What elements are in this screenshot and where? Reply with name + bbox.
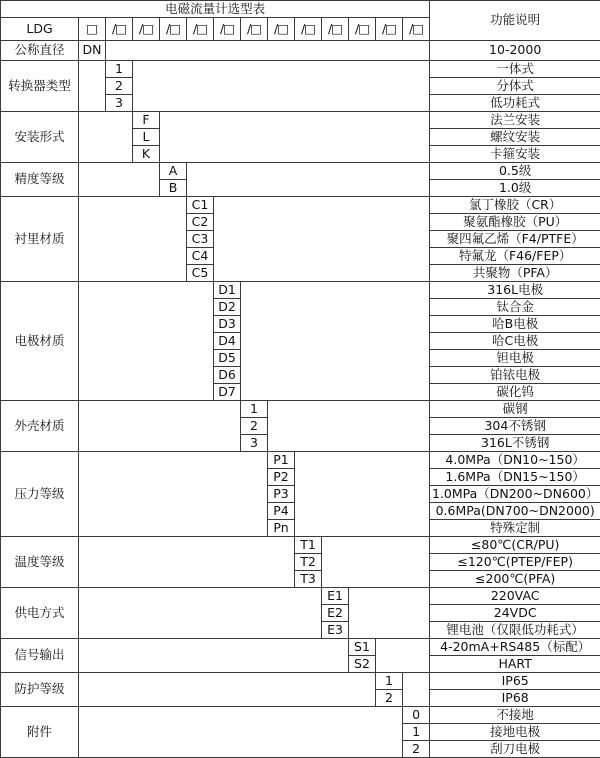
- blank-cell: [79, 61, 106, 112]
- table-row: [1, 197, 600, 214]
- table-row: [1, 282, 600, 299]
- group-name-converter-type: 转换器类型: [1, 61, 79, 112]
- table-row: [1, 707, 600, 724]
- table-row: [1, 537, 600, 554]
- code-cell: P1: [268, 452, 295, 469]
- desc-cell: 0.6MPa(DN700~DN2000): [430, 503, 600, 520]
- blank-cell: [241, 282, 430, 401]
- desc-cell: 一体式: [430, 61, 600, 78]
- table-row: [1, 112, 600, 129]
- desc-cell: 聚氨酯橡胶（PU）: [430, 214, 600, 231]
- blank-cell: [79, 452, 268, 537]
- code-cell: L: [133, 129, 160, 146]
- desc-cell: 1.0MPa（DN200~DN600）: [430, 486, 600, 503]
- desc-cell: 220VAC: [430, 588, 600, 605]
- desc-cell: 卡箍安装: [430, 146, 600, 163]
- model-prefix-label: LDG: [1, 18, 79, 41]
- blank-cell: [160, 112, 430, 163]
- desc-cell: 304不锈钢: [430, 418, 600, 435]
- desc-cell: 不接地: [430, 707, 600, 724]
- code-cell: T2: [295, 554, 322, 571]
- group-name-accuracy: 精度等级: [1, 163, 79, 197]
- blank-cell: [79, 707, 403, 758]
- desc-cell: 316L不锈钢: [430, 435, 600, 452]
- blank-cell: [322, 537, 430, 588]
- desc-cell: 共聚物（PFA）: [430, 265, 600, 282]
- code-cell: 3: [241, 435, 268, 452]
- code-cell: Pn: [268, 520, 295, 537]
- code-cell: E1: [322, 588, 349, 605]
- code-cell: C3: [187, 231, 214, 248]
- group-name-installation: 安装形式: [1, 112, 79, 163]
- blank-cell: [79, 112, 133, 163]
- code-cell: S1: [349, 639, 376, 656]
- desc-cell: 钛合金: [430, 299, 600, 316]
- code-cell: 1: [241, 401, 268, 418]
- group-name-signal-output: 信号输出: [1, 639, 79, 673]
- desc-cell: 锂电池（仅限低功耗式）: [430, 622, 600, 639]
- blank-cell: [79, 163, 160, 197]
- desc-cell: 0.5级: [430, 163, 600, 180]
- diameter-code: DN: [79, 41, 106, 61]
- group-name-accessories: 附件: [1, 707, 79, 758]
- code-slot: /□: [160, 18, 187, 41]
- desc-cell: 哈C电极: [430, 333, 600, 350]
- desc-cell: 铂铱电极: [430, 367, 600, 384]
- code-cell: A: [160, 163, 187, 180]
- group-name-housing-material: 外壳材质: [1, 401, 79, 452]
- function-description-header: 功能说明: [430, 1, 600, 41]
- blank-cell: [79, 639, 349, 673]
- code-slot: /□: [322, 18, 349, 41]
- code-slot: /□: [349, 18, 376, 41]
- code-cell: C5: [187, 265, 214, 282]
- table-row: [1, 673, 600, 690]
- code-slot: /□: [214, 18, 241, 41]
- blank-cell: [187, 163, 430, 197]
- code-slot: /□: [187, 18, 214, 41]
- code-cell: D1: [214, 282, 241, 299]
- code-cell: F: [133, 112, 160, 129]
- group-name-power-supply: 供电方式: [1, 588, 79, 639]
- code-slot: /□: [403, 18, 430, 41]
- desc-cell: 1.6MPa（DN15~150）: [430, 469, 600, 486]
- diameter-label: 公称直径: [1, 41, 79, 61]
- code-cell: C2: [187, 214, 214, 231]
- page-title: 电磁流量计选型表: [1, 1, 430, 18]
- group-name-lining-material: 衬里材质: [1, 197, 79, 282]
- desc-cell: ≤80℃(CR/PU): [430, 537, 600, 554]
- desc-cell: 4.0MPa（DN10~150）: [430, 452, 600, 469]
- title-row: [1, 1, 600, 18]
- blank-cell: [295, 452, 430, 537]
- code-cell: P4: [268, 503, 295, 520]
- code-cell: T3: [295, 571, 322, 588]
- code-cell: D3: [214, 316, 241, 333]
- desc-cell: IP68: [430, 690, 600, 707]
- group-name-temperature-rating: 温度等级: [1, 537, 79, 588]
- code-cell: D5: [214, 350, 241, 367]
- code-cell: 1: [403, 724, 430, 741]
- code-cell: D6: [214, 367, 241, 384]
- code-cell: C1: [187, 197, 214, 214]
- desc-cell: 接地电极: [430, 724, 600, 741]
- desc-cell: 24VDC: [430, 605, 600, 622]
- group-name-protection-rating: 防护等级: [1, 673, 79, 707]
- code-cell: P2: [268, 469, 295, 486]
- blank-cell: [79, 588, 322, 639]
- desc-cell: 1.0级: [430, 180, 600, 197]
- code-cell: C4: [187, 248, 214, 265]
- blank-cell: [106, 41, 430, 61]
- blank-cell: [214, 197, 430, 282]
- code-slot: /□: [376, 18, 403, 41]
- code-cell: 0: [403, 707, 430, 724]
- desc-cell: 碳化钨: [430, 384, 600, 401]
- desc-cell: 钽电极: [430, 350, 600, 367]
- desc-cell: 聚四氟乙烯（F4/PTFE）: [430, 231, 600, 248]
- code-slot: /□: [241, 18, 268, 41]
- code-cell: 1: [106, 61, 133, 78]
- code-cell: 2: [376, 690, 403, 707]
- blank-cell: [349, 588, 430, 639]
- table-row: [1, 61, 600, 78]
- diameter-desc: 10-2000: [430, 41, 600, 61]
- code-cell: 2: [241, 418, 268, 435]
- code-box: □: [79, 18, 106, 41]
- desc-cell: 刮刀电极: [430, 741, 600, 758]
- code-cell: D2: [214, 299, 241, 316]
- desc-cell: 316L电极: [430, 282, 600, 299]
- desc-cell: ≤120℃(PTEP/FEP): [430, 554, 600, 571]
- code-cell: 1: [376, 673, 403, 690]
- diameter-row: [1, 41, 600, 61]
- blank-cell: [403, 673, 430, 707]
- desc-cell: 法兰安装: [430, 112, 600, 129]
- table-row: [1, 401, 600, 418]
- desc-cell: 分体式: [430, 78, 600, 95]
- blank-cell: [79, 673, 376, 707]
- blank-cell: [133, 61, 430, 112]
- code-cell: B: [160, 180, 187, 197]
- code-cell: S2: [349, 656, 376, 673]
- code-cell: E2: [322, 605, 349, 622]
- desc-cell: 哈B电极: [430, 316, 600, 333]
- blank-cell: [79, 401, 241, 452]
- blank-cell: [79, 197, 187, 282]
- desc-cell: 特氟龙（F46/FEP）: [430, 248, 600, 265]
- code-cell: K: [133, 146, 160, 163]
- desc-cell: 低功耗式: [430, 95, 600, 112]
- code-cell: D7: [214, 384, 241, 401]
- desc-cell: HART: [430, 656, 600, 673]
- blank-cell: [268, 401, 430, 452]
- desc-cell: ≤200℃(PFA): [430, 571, 600, 588]
- desc-cell: 螺纹安装: [430, 129, 600, 146]
- desc-cell: 碳钢: [430, 401, 600, 418]
- desc-cell: 4-20mA+RS485（标配）: [430, 639, 600, 656]
- table-row: [1, 588, 600, 605]
- desc-cell: 氯丁橡胶（CR）: [430, 197, 600, 214]
- code-cell: D4: [214, 333, 241, 350]
- group-name-electrode-material: 电极材质: [1, 282, 79, 401]
- blank-cell: [376, 639, 430, 673]
- table-row: [1, 452, 600, 469]
- desc-cell: IP65: [430, 673, 600, 690]
- code-slot: /□: [106, 18, 133, 41]
- desc-cell: 特殊定制: [430, 520, 600, 537]
- blank-cell: [79, 537, 295, 588]
- code-cell: 3: [106, 95, 133, 112]
- code-slot: /□: [268, 18, 295, 41]
- code-cell: 2: [403, 741, 430, 758]
- group-name-pressure-rating: 压力等级: [1, 452, 79, 537]
- code-cell: 2: [106, 78, 133, 95]
- code-slot: /□: [295, 18, 322, 41]
- table-row: [1, 639, 600, 656]
- code-cell: E3: [322, 622, 349, 639]
- code-slot: /□: [133, 18, 160, 41]
- blank-cell: [79, 282, 214, 401]
- code-cell: P3: [268, 486, 295, 503]
- code-cell: T1: [295, 537, 322, 554]
- table-row: [1, 163, 600, 180]
